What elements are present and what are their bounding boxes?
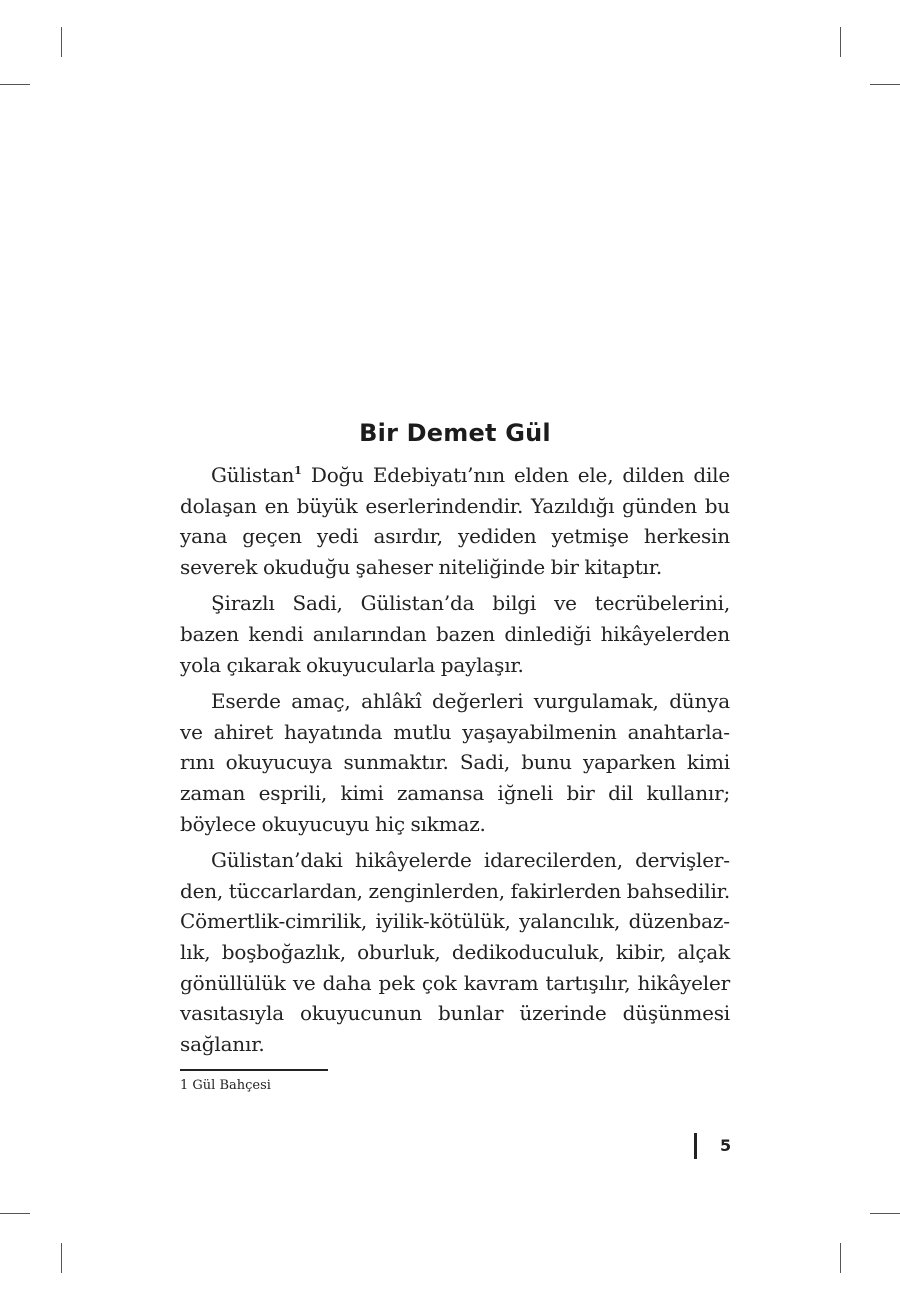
crop-mark-top-right (840, 27, 841, 57)
crop-mark-bottom-left (61, 1243, 62, 1273)
paragraph-3: Eserde amaç, ahlâkî değerleri vurgulamak, dünya ve ahiret hayatında mutlu yaşayabilmenin anahtarlarını okuyucuya sunmaktır. Sadi, bunu yaparken kimi zaman esprili, kimi zamansa iğneli bir dil kullanır; böylece okuyucuyu hiç sıkmaz. (180, 689, 730, 836)
footnote: 1 Gül Bahçesi (180, 1078, 271, 1093)
paragraph-1-start: Gülistan (211, 463, 295, 487)
paragraph-1 (180, 460, 730, 582)
body-text (180, 460, 730, 1065)
footnote-reference: 1 (294, 464, 302, 477)
crop-mark-bottom-left-horizontal (0, 1213, 30, 1214)
crop-mark-top-right-horizontal (870, 84, 900, 85)
paragraph-2: Şirazlı Sadi, Gülistan’da bilgi ve tecrübelerini, bazen kendi anılarından bazen dinlediği hikâyelerden yola çıkarak okuyucularla paylaşır. (180, 591, 730, 677)
crop-mark-bottom-right (840, 1243, 841, 1273)
footnote-divider (180, 1069, 328, 1071)
page-number: 5 (720, 1136, 732, 1155)
paragraph-1-rest: Doğu Edebiyatı’nın elden ele, dilden dile dolaşan en büyük eserlerindendir. Yazıldığı günden bu yana geçen yedi asırdır, yediden yetmişe herkesin severek okuduğu şaheser niteliğinde bir kitaptır. (180, 463, 730, 579)
crop-mark-top-left-horizontal (0, 84, 30, 85)
chapter-title: Bir Demet Gül (359, 419, 551, 447)
crop-mark-bottom-right-horizontal (870, 1213, 900, 1214)
crop-mark-top-left (61, 27, 62, 57)
paragraph-4: Gülistan’daki hikâyelerde idarecilerden, dervişlerden, tüccarlardan, zenginlerden, fakirlerden bahsedilir. Cömertlik-cimrilik, iyilik-kötülük, yalancılık, düzenbazlık, boşboğazlık, oburluk, dedikoduculuk, kibir, alçak gönüllülük ve daha pek çok kavram tartışılır, hikâyeler vasıtasıyla okuyucunun bunlar üzerinde düşünmesi sağlanır. (180, 848, 730, 1056)
page-number-bar (694, 1133, 697, 1159)
